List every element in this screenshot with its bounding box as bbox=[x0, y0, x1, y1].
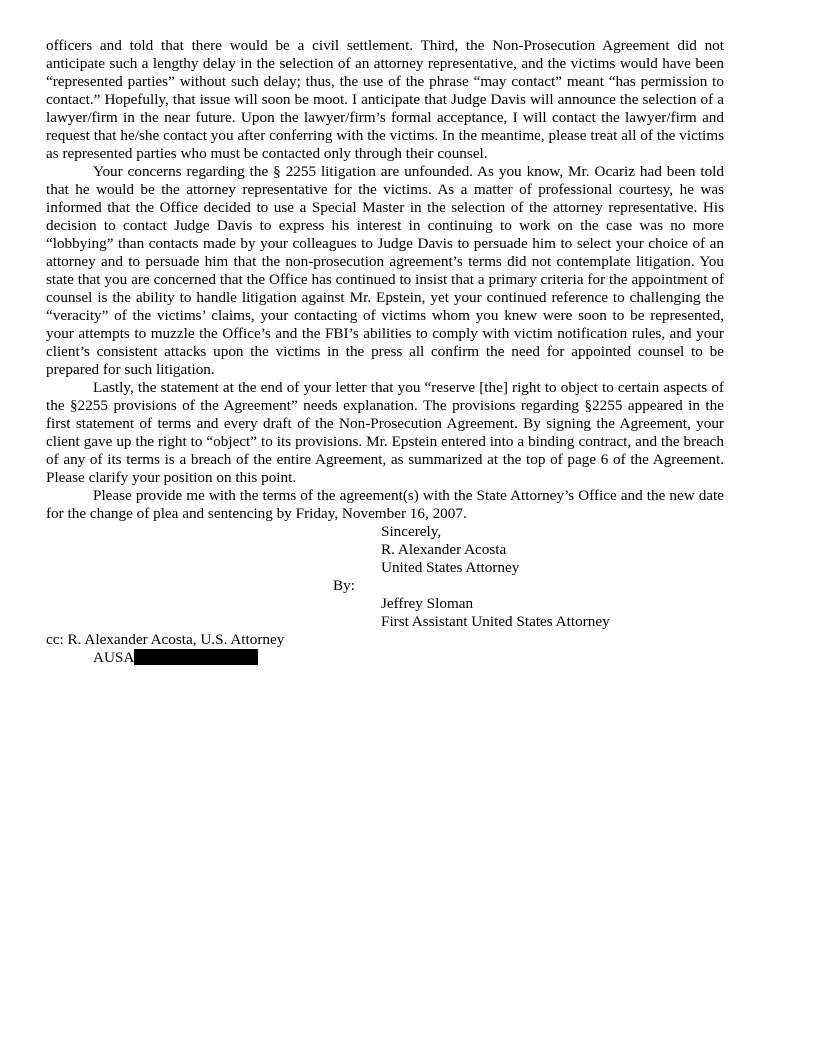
cc-ausa-label: AUSA bbox=[93, 649, 135, 666]
signature-block bbox=[46, 523, 724, 631]
closing-salutation: Sincerely, bbox=[381, 523, 442, 540]
agent-title: First Assistant United States Attorney bbox=[381, 613, 610, 630]
paragraph-reserve-right: Lastly, the statement at the end of your letter that you “reserve [the] right to object to certain aspects of the §2255 provisions of the Agreement” needs explanation. The provisions regarding §2255 appeared in the first statement of terms and every draft of the Non-Prosecution Agreement. By signing the Agreement, your client gave up the right to “object” to its provisions. Mr. Epstein entered into a binding contract, and the breach of any of its terms is a breach of the entire Agreement, as summarized at the top of page 6 of the Agreement. Please clarify your position on this point. bbox=[46, 379, 724, 486]
paragraph-continuation: officers and told that there would be a civil settlement. Third, the Non-Prosecution Agreement did not anticipate such a lengthy delay in the selection of an attorney representative, and the victims would have been “represented parties” without such delay; thus, the use of the phrase “may contact” meant “has permission to contact.” Hopefully, that issue will soon be moot. I anticipate that Judge Davis will announce the selection of a lawyer/firm in the near future. Upon the lawyer/firm’s formal acceptance, I will contact the lawyer/firm and request that he/she contact you after conferring with the victims. In the meantime, please treat all of the victims as represented parties who must be contacted only through their counsel. bbox=[46, 37, 724, 162]
signer-name: R. Alexander Acosta bbox=[381, 541, 507, 558]
letter-page bbox=[46, 37, 724, 667]
by-label: By: bbox=[333, 577, 355, 594]
paragraph-request-terms: Please provide me with the terms of the agreement(s) with the State Attorney’s Office and the new date for the change of plea and sentencing by Friday, November 16, 2007. bbox=[46, 487, 724, 522]
paragraph-2255-litigation: Your concerns regarding the § 2255 litigation are unfounded. As you know, Mr. Ocariz had been told that he would be the attorney representative for the victims. As a matter of professional courtesy, he was informed that the Office decided to use a Special Master in the selection of the attorney representative. His decision to contact Judge Davis to express his interest in continuing to work on the case was no more “lobbying” than contacts made by your colleagues to Judge Davis to persuade him to select your choice of an attorney and to persuade him that the non-prosecution agreement’s terms did not contemplate litigation. You state that you are concerned that the Office has continued to insist that a primary criteria for the appointment of counsel is the ability to handle litigation against Mr. Epstein, yet your continued reference to challenging the “veracity” of the victims’ claims, your contacting of victims whom you knew were soon to be represented, your attempts to muzzle the Office’s and the FBI’s abilities to comply with victim notification rules, and your client’s consistent attacks upon the victims in the press all confirm the need for appointed counsel to be prepared for such litigation. bbox=[46, 163, 724, 378]
signer-title: United States Attorney bbox=[381, 559, 520, 576]
redaction-bar bbox=[134, 649, 258, 665]
cc-block bbox=[46, 631, 724, 667]
agent-name: Jeffrey Sloman bbox=[381, 595, 474, 612]
cc-line-ausa bbox=[46, 649, 724, 667]
cc-line-acosta: cc: R. Alexander Acosta, U.S. Attorney bbox=[46, 631, 285, 648]
